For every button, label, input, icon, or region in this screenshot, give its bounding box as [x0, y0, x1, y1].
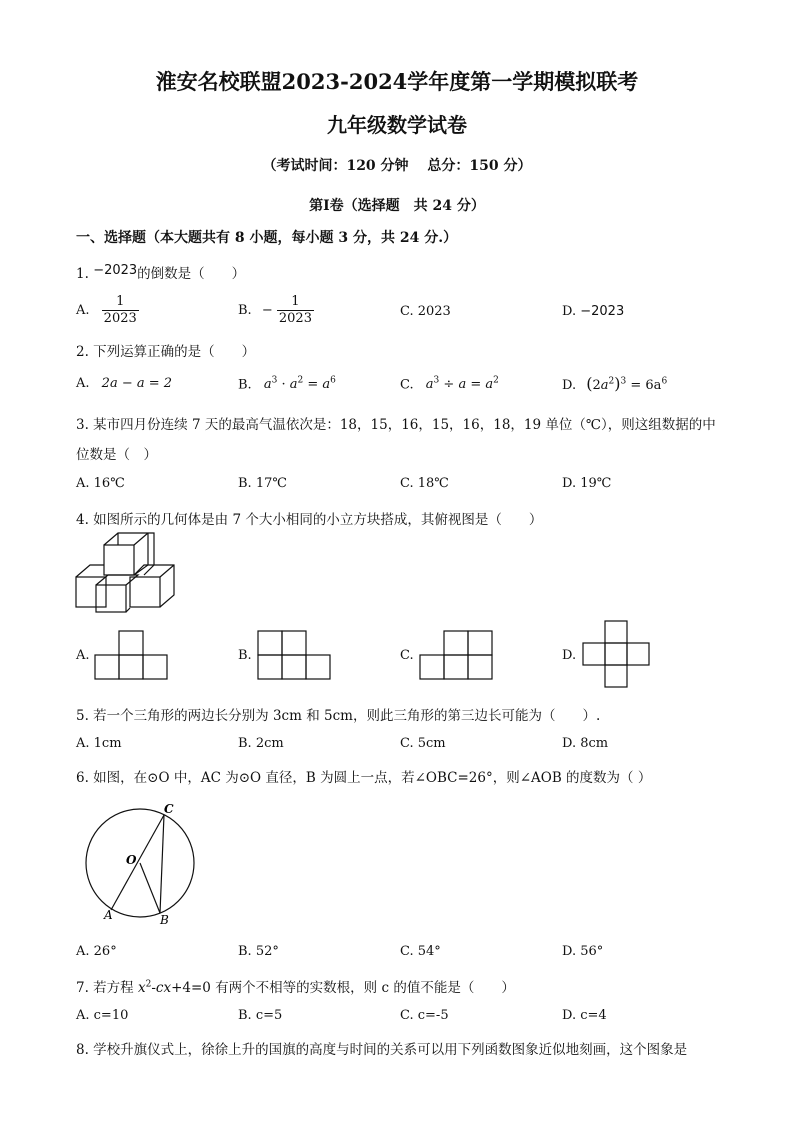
q6-option-b[interactable]: B. 52° — [238, 944, 279, 959]
fraction — [277, 294, 314, 327]
denominator: 2023 — [278, 311, 312, 326]
q7-option-b[interactable]: B. c=5 — [238, 1008, 283, 1023]
option-label: A. — [76, 376, 90, 391]
option-label: C. — [400, 377, 414, 393]
q2-option-a[interactable] — [76, 376, 172, 391]
option-expression: $(2a^2)^3 = 6a^6$ — [586, 374, 668, 393]
q3-option-a[interactable]: A. 16℃ — [76, 476, 125, 491]
q3-option-c[interactable]: C. 18℃ — [400, 476, 449, 491]
option-tail: = 6a — [630, 378, 662, 393]
q3-option-d[interactable]: D. 19℃ — [562, 476, 612, 491]
denominator: 2023 — [103, 311, 137, 326]
volume-heading: 第Ⅰ卷（选择题 共 24 分） — [309, 198, 485, 214]
option-label: B. — [238, 377, 252, 393]
q7-equation: $x^2-cx+4=0$ — [137, 979, 211, 996]
q3-option-b[interactable]: B. 17℃ — [238, 476, 287, 491]
q2-option-d[interactable] — [562, 374, 667, 393]
question-5: 5. 若一个三角形的两边长分别为 3cm 和 5cm，则此三角形的第三边长可能为（ ）. — [76, 708, 601, 724]
option-label: D. — [562, 378, 577, 393]
question-7 — [76, 976, 515, 996]
q5-option-c[interactable]: C. 5cm — [400, 736, 446, 751]
q4-option-c-grid[interactable] — [419, 630, 495, 680]
q4-option-a-grid[interactable] — [94, 630, 170, 680]
q4-option-b-label[interactable]: B. — [238, 648, 252, 663]
question-2: 2. 下列运算正确的是（ ） — [76, 344, 256, 360]
q6-option-c[interactable]: C. 54° — [400, 944, 441, 959]
label-c: C — [164, 802, 174, 816]
q7-option-a[interactable]: A. c=10 — [76, 1008, 129, 1023]
q1-option-b[interactable] — [238, 294, 314, 327]
q2-option-c[interactable] — [400, 376, 499, 392]
q4-option-a-label[interactable]: A. — [76, 648, 90, 663]
exam-info: （考试时间：120 分钟 总分：150 分） — [262, 158, 532, 174]
option-value: −2023 — [580, 304, 625, 319]
q2-option-b[interactable] — [238, 376, 336, 392]
q4-option-d-label[interactable]: D. — [562, 648, 577, 663]
q7-prefix: 7. 若方程 — [76, 980, 138, 996]
fraction — [102, 294, 139, 327]
question-3-line-1: 3. 某市四月份连续 7 天的最高气温依次是：18，15，16，15，16，18，19 单位（℃），则这组数据的中 — [76, 417, 716, 433]
minus-sign: − — [261, 303, 273, 318]
q7-option-c[interactable]: C. c=-5 — [400, 1008, 449, 1023]
q6-option-d[interactable]: D. 56° — [562, 944, 604, 959]
question-4: 4. 如图所示的几何体是由 7 个大小相同的小立方块搭成，其俯视图是（ ） — [76, 512, 543, 528]
question-6: 6. 如图，在⊙O 中，AC 为⊙O 直径，B 为圆上一点，若∠OBC=26°，则∠AOB 的度数为（ ） — [76, 770, 652, 786]
q6-option-a[interactable]: A. 26° — [76, 944, 117, 959]
q7-suffix: 有两个不相等的实数根，则 c 的值不能是（ ） — [210, 980, 515, 996]
label-b: B — [160, 913, 169, 927]
q5-option-b[interactable]: B. 2cm — [238, 736, 284, 751]
circle-figure — [78, 800, 198, 930]
question-8: 8. 学校升旗仪式上，徐徐上升的国旗的高度与时间的关系可以用下列函数图象近似地刻画，这个图象是 — [76, 1042, 688, 1058]
q4-option-b-grid[interactable] — [257, 630, 333, 680]
option-expression: 2a − a = 2 — [101, 376, 173, 391]
q1-option-a[interactable] — [76, 294, 139, 327]
label-a: A — [104, 908, 113, 922]
option-label: B. — [238, 303, 252, 318]
section-heading: 一、选择题（本大题共有 8 小题，每小题 3 分，共 24 分.） — [76, 230, 458, 246]
question-number: 1. — [76, 266, 89, 282]
question-1 — [76, 262, 245, 282]
label-o: O — [126, 853, 137, 867]
q1-expression: −2023 — [93, 263, 138, 278]
q1-option-d[interactable] — [562, 304, 624, 319]
option-label: D. — [562, 304, 577, 319]
option-expression: $a^3 \div a = a^2$ — [425, 376, 499, 393]
q1-tail: 的倒数是（ ） — [137, 266, 246, 282]
q5-option-d[interactable]: D. 8cm — [562, 736, 609, 751]
cube-figure — [74, 528, 176, 614]
q4-option-d-grid[interactable] — [581, 620, 653, 690]
exam-subtitle: 九年级数学试卷 — [327, 113, 467, 137]
q1-option-c[interactable]: C. 2023 — [400, 304, 451, 319]
q7-option-d[interactable]: D. c=4 — [562, 1008, 607, 1023]
exam-title: 淮安名校联盟2023-2024学年度第一学期模拟联考 — [155, 69, 639, 94]
question-3-line-2: 位数是（ ） — [76, 447, 157, 463]
option-expression: $a^3 \cdot a^2 = a^6$ — [263, 376, 336, 393]
q4-option-c-label[interactable]: C. — [400, 648, 414, 663]
numerator: 1 — [277, 294, 314, 311]
q5-option-a[interactable]: A. 1cm — [76, 736, 122, 751]
option-label: A. — [76, 303, 90, 318]
numerator: 1 — [102, 294, 139, 311]
